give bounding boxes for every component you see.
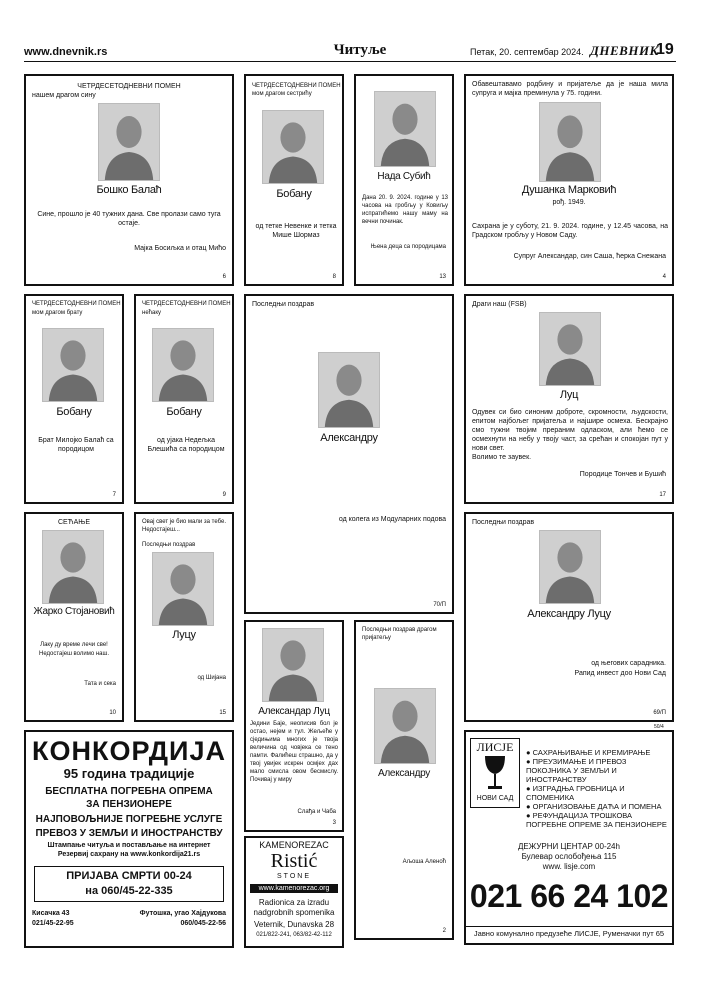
goblet-icon [482,754,508,792]
portrait-photo [42,530,104,604]
portrait-silhouette [153,553,213,625]
lisje-brand-sub: НОВИ САД [476,795,514,802]
ad-line-3: НАЈПОВОЉНИЈЕ ПОГРЕБНЕ УСЛУГЕ [35,814,223,825]
service-item: ● ИЗГРАДЊА ГРОБНИЦА И СПОМЕНИКА [526,784,625,802]
portrait-photo [42,328,104,402]
portrait-silhouette [263,111,323,183]
notice-number: 7 [112,492,116,498]
portrait-photo [539,102,601,182]
notice-number: 70/П [433,602,446,608]
ad-line-1: БЕСПЛАТНА ПОГРЕБНА ОПРЕМА [45,786,213,797]
obituary-notice [464,294,674,504]
notice-signature: од његових сарадника. [591,660,666,667]
portrait-photo [374,688,436,764]
notice-number: 6 [222,274,226,280]
notice-text: Једини Баје, неописив бол је остао, нејем и тул. Жељеће у сједињима многих је твоја величина од човјека се тено памти. Фалићеш страшно, да у твој увијек искрен осмјех дах мало смисла овом бесмислу. Почивај у миру [250,721,338,783]
notice-number: 4 [662,274,666,280]
deceased-name: Нада Субић [377,171,431,182]
ristic-line-2: nadgrobnih spomenika [253,908,335,917]
page-number: 19 [656,41,674,58]
portrait-silhouette [540,313,600,385]
lisje-phone[interactable]: 021 66 24 102 [469,878,669,914]
notice-subheading: нашем драгом сину [32,92,96,99]
notice-subheading: мом драгом брату [32,310,83,316]
lisje-advertisement [464,730,674,945]
obituary-notice [24,512,124,722]
report-death-label: ПРИЈАВА СМРТИ 00-24 [66,870,192,882]
notice-text: Лаку ду време лечи све! Недостајеш волимо наш. [39,642,109,657]
notice-text: Дана 20. 9. 2024. године у 13 часова на гробљу у Ковиљу испратићемо нашу маму на вечни починак. [362,195,448,225]
notice-text-closing: Волимо те заувек. [472,454,532,461]
report-death-phone[interactable]: на 060/45-22-335 [85,885,173,897]
birth-year: рођ. 1949. [552,199,586,206]
notice-signature: Породице Тончев и Бушић [579,471,666,478]
obituary-notice [244,74,344,286]
ad-addr-right: Футошка, угао Хајдукова [139,910,226,917]
deceased-name: Луцу [172,629,196,641]
notice-number: 69/П [653,710,666,716]
lisje-footer: Јавно комунално предузеће ЛИСЈЕ, Руменачки пут 65 [466,926,672,938]
deceased-name: Бобану [56,406,92,418]
portrait-silhouette [375,689,435,763]
deceased-name: Луц [559,389,579,401]
ad-tradition: 95 година традиције [63,766,195,781]
notice-number: 8 [332,274,336,280]
notice-text: Сахрана је у суботу, 21. 9. 2024. године, у 12.45 часова, на Градском гробљу у Новом Саду. [472,223,668,239]
deceased-name: Александар Луц [258,706,330,717]
notice-heading: СЕЋАЊЕ [57,519,91,526]
deceased-name: Александру [378,768,430,779]
notice-signature: Тата и сека [84,681,116,687]
page-header [0,0,721,68]
notice-number: 2 [442,928,446,934]
service-item: ● ПРЕУЗИМАЊЕ И ПРЕВОЗ ПОКОЈНИКА У ЗЕМЉИ И ИНОСТРАНСТВУ [526,757,627,784]
notice-heading: Овај свет је био мали за тебе. Недостајеш... [142,519,226,533]
portrait-photo [152,328,214,402]
deceased-name: Бобану [166,406,202,418]
issue-date: Петак, 20. септембар 2024. [470,47,584,57]
lisje-center: ДЕЖУРНИ ЦЕНТАР 00-24h [518,842,620,851]
portrait-silhouette [43,329,103,401]
service-item: ● ОРГАНИЗОВАЊЕ ДАЋА И ПОМЕНА [526,802,662,811]
ristic-stone-advertisement [244,836,344,948]
portrait-photo [152,552,214,626]
notice-subheading: мом драгом сестрићу [252,91,312,97]
portrait-silhouette [153,329,213,401]
obituary-notice [24,74,234,286]
obituary-notice [244,294,454,614]
lisje-web[interactable]: www. lisje.com [542,862,596,871]
notice-heading: ЧЕТРДЕСЕТОДНЕВНИ ПОМЕН [142,301,231,307]
deceased-name: Бобану [276,188,312,200]
notice-number: 17 [659,492,666,498]
notice-heading: ЧЕТРДЕСЕТОДНЕВНИ ПОМЕН [77,83,181,90]
portrait-silhouette [263,629,323,701]
notice-heading: ЧЕТРДЕСЕТОДНЕВНИ ПОМЕН [32,301,121,307]
notice-text: Одувек си био синоним доброте, скромности, људскости, епитом најбољег пријатеља и најшире осмеха. Бескрајно смо тужни твојим прераним одласком, али ћемо се осмехнути на небу у твоју част, за срећан и спокојан пут у нови свет. [472,409,668,452]
portrait-photo [318,352,380,428]
obituary-notice [24,294,124,504]
notice-signature: од тетке Невенке и тетка Мише Шормаз [255,223,337,239]
notice-signature-company: Рапид инвест доо Нови Сад [574,670,666,677]
obituary-notice [464,74,674,286]
notice-subheading: Последњи поздрав [142,542,196,548]
ad-title: КОНКОРДИЈА [32,736,226,766]
deceased-name: Александру [320,432,378,444]
ad-addr-left: Кисачка 43 [32,910,70,917]
ad-line-4: ПРЕВОЗ У ЗЕМЉИ И ИНОСТРАНСТВУ [35,828,223,839]
deceased-name: Жарко Стојановић [33,606,115,617]
obituary-notice [354,620,454,940]
ristic-logo: Ristić [270,850,318,872]
notice-signature: од Шијана [197,675,226,681]
portrait-silhouette [375,92,435,166]
notice-signature: Аљоша Аленоћ [402,859,446,865]
ristic-line-3: Veternik, Dunavska 28 [253,920,335,929]
ristic-top: KAMENOREZAC [259,840,329,850]
portrait-photo [262,628,324,702]
ad-phone-right[interactable]: 060/045-22-56 [180,920,226,927]
notice-subheading: нећаку [142,310,162,316]
notice-signature: Брат Милојко Балаћ са породицом [38,437,114,453]
obituary-notice [354,74,454,286]
notice-heading: Последњи поздрав [472,519,535,526]
portrait-silhouette [319,353,379,427]
portrait-photo [98,103,160,181]
ristic-logo-sub: STONE [277,873,311,880]
notice-heading: Последњи поздрав [252,301,315,308]
notice-number: 10 [109,710,116,716]
notice-signature: Супруг Александар, син Саша, ћерка Снежана [513,253,666,260]
notice-number: 3 [332,820,336,826]
ristic-line-1: Radionica za izradu [258,898,330,907]
portrait-photo [262,110,324,184]
obituary-notice [134,294,234,504]
ristic-line-4: 021/822-241, 063/82-42-112 [256,932,332,938]
portrait-photo [539,530,601,604]
ad-line-2: ЗА ПЕНЗИОНЕРЕ [86,799,172,810]
konkordija-advertisement [24,730,234,948]
ad-line-5: Штампање читуља и постављање на интернет [47,842,211,849]
notice-number: 9 [222,492,226,498]
notice-text: Сине, прошло је 40 тужних дана. Све пролази само туга остаје. [37,211,221,227]
portrait-silhouette [540,103,600,181]
lisje-address: Булевар ослобођења 115 [521,852,617,861]
site-url[interactable]: www.dnevnik.rs [24,46,108,58]
notice-heading: ЧЕТРДЕСЕТОДНЕВНИ ПОМЕН [252,83,341,89]
header-rule [24,61,676,62]
notice-signature: Слађа и Чаба [297,809,336,815]
notice-signature: Њена деца са породицама [370,244,446,250]
ad-phone-left[interactable]: 021/45-22-95 [32,920,74,927]
deceased-name: Александру Луцу [527,608,611,620]
notice-heading: Последњи поздрав драгом пријатељу [362,627,437,641]
portrait-photo [374,91,436,167]
portrait-photo [539,312,601,386]
notice-heading: Драги наш (FSB) [472,301,527,308]
ad-label: 50/4 [654,724,664,730]
service-item: ● РЕФУНДАЦИЈА ТРОШКОВА ПОГРЕБНЕ ОПРЕМЕ ЗА ПЕНЗИОНЕРЕ [526,811,667,829]
obituary-notice [244,620,344,832]
deceased-name: Душанка Марковић [521,184,617,196]
portrait-silhouette [43,531,103,603]
notice-signature: Мајка Босиљка и отац Мићо [134,245,226,252]
portrait-silhouette [99,104,159,180]
service-item: ● САХРАЊИВАЊЕ И КРЕМИРАЊЕ [526,748,651,757]
lisje-services [526,748,668,829]
obituary-notice [134,512,234,722]
notice-number: 13 [439,274,446,280]
ristic-web[interactable]: www.kamenorezac.org [250,884,338,893]
obituary-notice [464,512,674,722]
notice-number: 15 [219,710,226,716]
notice-signature: од колега из Модуларних подова [338,516,446,523]
notice-heading: Обавештавамо родбину и пријатеље да је наша мила супруга и мајка преминула у 75. години. [472,81,668,97]
notice-signature: од ујака Недељка Блешића са породицом [147,437,225,453]
deceased-name: Бошко Балаћ [96,184,162,196]
lisje-brand: ЛИСЈЕ [476,740,514,754]
section-title: Читуље [333,42,387,58]
newspaper-logo: ДНЕВНИК [590,43,659,58]
portrait-silhouette [540,531,600,603]
ad-line-6: Резервиј сахрану на www.konkordija21.rs [57,851,201,858]
